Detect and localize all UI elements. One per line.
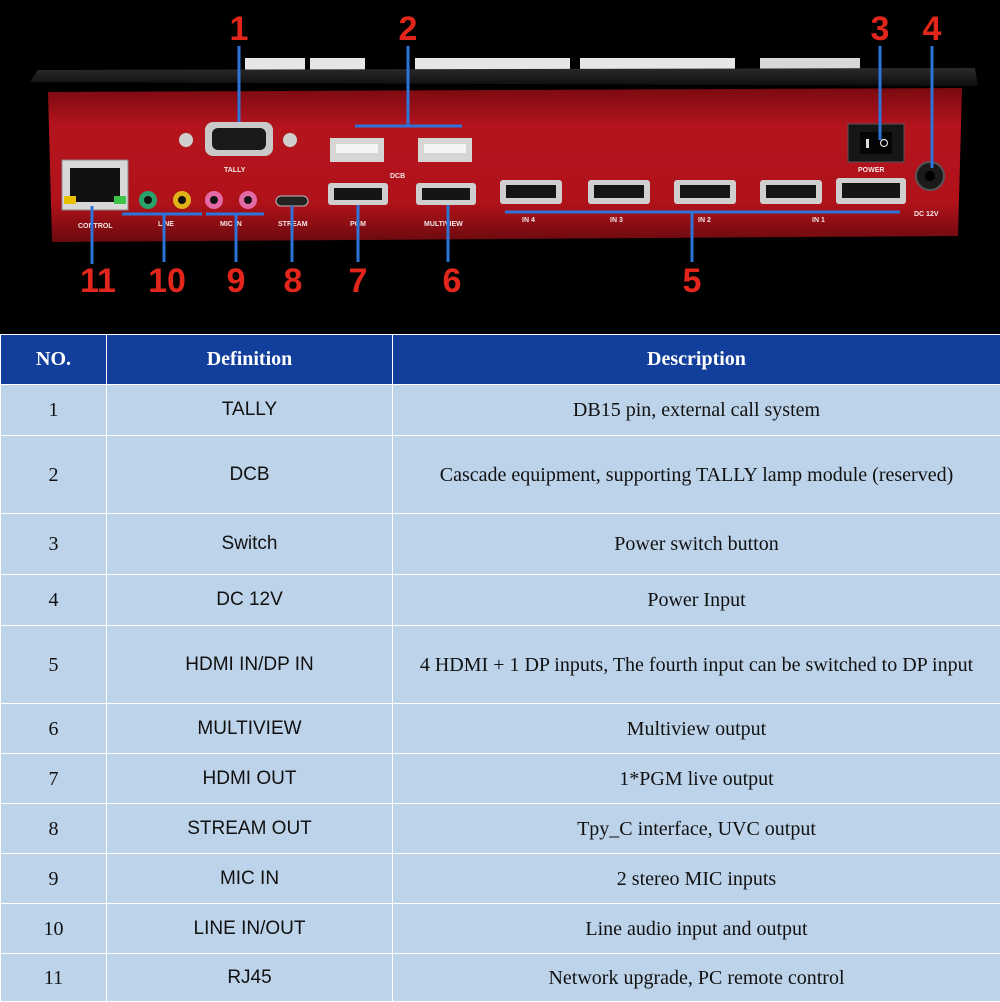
cell-definition: STREAM OUT: [107, 804, 393, 854]
cell-no: 7: [1, 754, 107, 804]
cell-no: 6: [1, 704, 107, 754]
table-row: [1, 904, 1000, 954]
cell-description: Line audio input and output: [393, 904, 1000, 954]
label-pgm: PGM: [350, 221, 366, 228]
stream-typec-port: [276, 196, 308, 206]
cell-definition: Switch: [107, 514, 393, 575]
label-in1: IN 1: [812, 217, 825, 224]
label-control: CONTROL: [78, 223, 113, 230]
callout-number: 4: [923, 10, 942, 48]
callout-number: 2: [399, 10, 418, 48]
cell-description: 1*PGM live output: [393, 754, 1000, 804]
cell-description: Power switch button: [393, 514, 1000, 575]
cell-no: 5: [1, 626, 107, 704]
label-dc12v: DC 12V: [914, 211, 939, 218]
header-no: NO.: [1, 335, 107, 385]
cell-no: 1: [1, 385, 107, 436]
cell-description: Network upgrade, PC remote control: [393, 954, 1000, 1002]
cell-definition: HDMI IN/DP IN: [107, 626, 393, 704]
label-stream: STREAM: [278, 221, 308, 228]
cell-no: 9: [1, 854, 107, 904]
cell-no: 8: [1, 804, 107, 854]
cell-definition: TALLY: [107, 385, 393, 436]
label-line: LINE: [158, 221, 174, 228]
cell-description: DB15 pin, external call system: [393, 385, 1000, 436]
callout-number: 6: [443, 262, 462, 300]
device-panel: [48, 88, 962, 242]
table-row: [1, 704, 1000, 754]
callout-number: 3: [871, 10, 890, 48]
cell-definition: RJ45: [107, 954, 393, 1002]
label-dcb: DCB: [390, 173, 405, 180]
cell-description: 4 HDMI + 1 DP inputs, The fourth input can be switched to DP input: [393, 626, 1000, 704]
device-rear-panel-photo: [0, 0, 1000, 334]
table-header-row: [1, 335, 1000, 385]
header-definition: Definition: [107, 335, 393, 385]
cell-description: 2 stereo MIC inputs: [393, 854, 1000, 904]
cell-definition: DCB: [107, 436, 393, 514]
label-power: POWER: [858, 167, 884, 174]
callout-number: 1: [230, 10, 249, 48]
cell-definition: HDMI OUT: [107, 754, 393, 804]
callout-number: 8: [284, 262, 303, 300]
label-in4: IN 4: [522, 217, 535, 224]
cell-description: Multiview output: [393, 704, 1000, 754]
cell-no: 4: [1, 575, 107, 626]
callout-number: 11: [80, 262, 116, 300]
label-in3: IN 3: [610, 217, 623, 224]
callout-number: 5: [683, 262, 702, 300]
header-description: Description: [393, 335, 1000, 385]
cell-description: Cascade equipment, supporting TALLY lamp module (reserved): [393, 436, 1000, 514]
cell-description: Tpy_C interface, UVC output: [393, 804, 1000, 854]
spec-table: [0, 334, 1000, 1002]
table-row: [1, 575, 1000, 626]
device-lid: [30, 68, 978, 86]
cell-definition: MIC IN: [107, 854, 393, 904]
cell-description: Power Input: [393, 575, 1000, 626]
cell-no: 10: [1, 904, 107, 954]
cell-no: 11: [1, 954, 107, 1002]
callout-number: 10: [148, 262, 186, 300]
cell-no: 3: [1, 514, 107, 575]
cell-definition: MULTIVIEW: [107, 704, 393, 754]
label-multiview: MULTIVIEW: [424, 221, 463, 228]
cell-no: 2: [1, 436, 107, 514]
label-tally: TALLY: [224, 167, 246, 174]
table-row: [1, 626, 1000, 704]
callout-number: 9: [227, 262, 246, 300]
table-row: [1, 804, 1000, 854]
table-row: [1, 436, 1000, 514]
table-row: [1, 754, 1000, 804]
table-row: [1, 954, 1000, 1002]
label-in2: IN 2: [698, 217, 711, 224]
cell-definition: LINE IN/OUT: [107, 904, 393, 954]
rear-panel-diagram: [0, 0, 1000, 334]
label-mic-in: MIC IN: [220, 221, 242, 228]
table-row: [1, 385, 1000, 436]
table-row: [1, 514, 1000, 575]
table-row: [1, 854, 1000, 904]
cell-definition: DC 12V: [107, 575, 393, 626]
callout-number: 7: [349, 262, 368, 300]
